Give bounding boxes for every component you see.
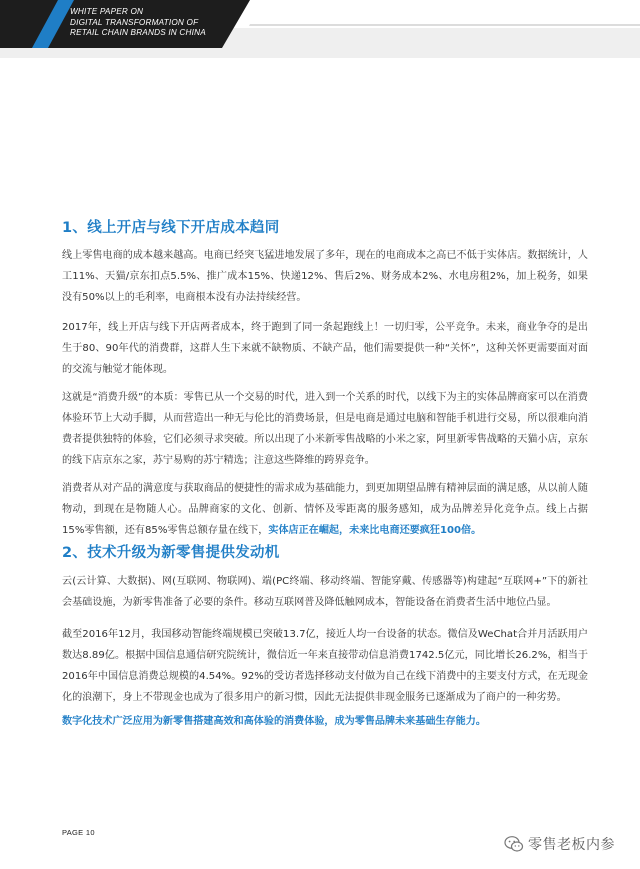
- watermark-text: 零售老板内参: [528, 837, 615, 853]
- section-2-paragraph-2: 截至2016年12月，我国移动智能终端规模已突破13.7亿，接近人均一台设备的状态。微信及WeChat合并月活跃用户数达8.89亿。根据中国信息通信研究院统计，微信近一年来直接带动信息消费1742.5亿元，同比增长26.2%，相当于2016年中国信息消费总规模的4.54%。92%的受访者选择移动支付做为自己在线下消费中的主要支付方式，在无现金化的浪潮下，身上不带现金也成为了很多用户的新习惯，因此无法提供非现金服务已逐渐成为了商户的一种劣势。: [62, 629, 588, 703]
- header-line-1: WHITE PAPER ON: [70, 7, 144, 16]
- section-2-paragraph-1: 云(云计算、大数据)、网(互联网、物联网)、端(PC终端、移动终端、智能穿戴、传感器等)构建起“互联网+”下的新社会基础设施，为新零售准备了必要的条件。移动互联网普及降低触网成本，智能设备在消费者生活中地位凸显。: [62, 576, 588, 608]
- section-1-paragraph-4: [62, 478, 588, 541]
- page-header: [0, 0, 640, 58]
- section-1-heading: 1、线上开店与线下开店成本趋同: [62, 220, 280, 236]
- section-2-heading: 2、技术升级为新零售提供发动机: [62, 545, 280, 561]
- section-1-paragraph-1: 线上零售电商的成本越来越高。电商已经突飞猛进地发展了多年，现在的电商成本之高已不低于实体店。数据统计，人工11%、天猫/京东扣点5.5%、推广成本15%、快递12%、售后2%、财务成本2%、水电房租2%，加上税务，如果没有50%以上的毛利率，电商根本没有办法持续经营。: [62, 250, 588, 303]
- section-1-paragraph-2: 2017年，线上开店与线下开店两者成本，终于跑到了同一条起跑线上！一切归零，公平竞争。未来，商业争夺的是出生于80、90年代的消费群，这群人生下来就不缺物质、不缺产品，他们需要提供一种“关怀”，这种关怀更需要面对面的交流与触觉才能体现。: [62, 322, 588, 375]
- wechat-icon: [504, 835, 524, 853]
- section-1-paragraph-3: 这就是“消费升级”的本质：零售已从一个交易的时代，进入到一个关系的时代，以线下为主的实体品牌商家可以在消费体验环节上大动手脚，从而营造出一种无与伦比的消费场景，但是电商是通过电脑和智能手机进行交易，所以很难向消费者提供独特的体验，它们必须寻求突破。所以出现了小米新零售战略的小米之家，阿里新零售战略的天猫小店，京东的线下店京东之家，苏宁易购的苏宁精选；注意这些降维的跨界竞争。: [62, 392, 588, 466]
- section-2-highlight: 数字化技术广泛应用为新零售搭建高效和高体验的消费体验，成为零售品牌未来基础生存能力。: [62, 716, 486, 727]
- watermark: [504, 832, 634, 856]
- header-light-divider: [249, 24, 640, 26]
- header-line-3: RETAIL CHAIN BRANDS IN CHINA: [70, 28, 206, 37]
- page-number: PAGE 10: [62, 828, 95, 837]
- paragraph-4-text: 消费者从对产品的满意度与获取商品的便捷性的需求成为基础能力，到更加期望品牌有精神层面的满足感，从以前人随物动，到现在是物随人心。品牌商家的文化、创新、情怀及零距离的服务感知，成为品牌差异化竞争点。线上占据15%零售额，还有85%零售总额存量在线下，: [62, 483, 588, 536]
- header-title: [70, 7, 206, 39]
- header-line-2: DIGITAL TRANSFORMATION OF: [70, 17, 199, 27]
- paragraph-4-highlight: 实体店正在崛起，未来比电商还要疯狂100倍。: [268, 525, 482, 536]
